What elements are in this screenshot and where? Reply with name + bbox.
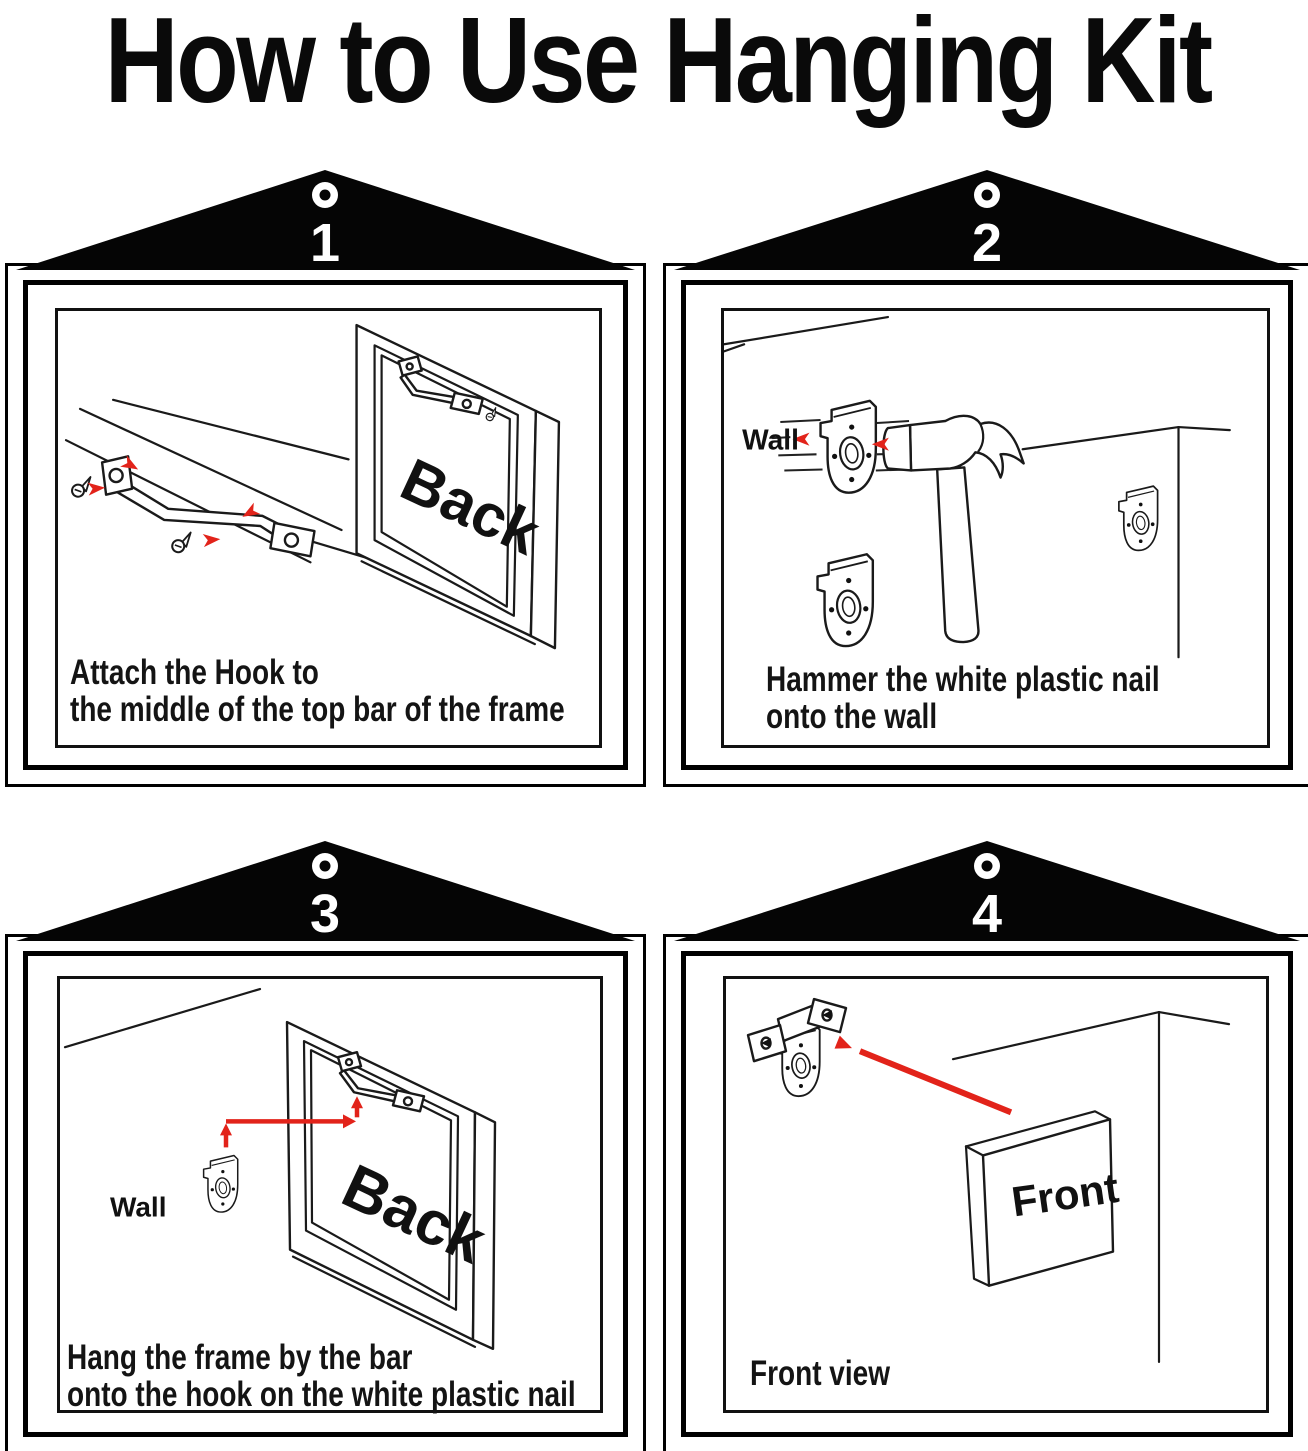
step-1-roof	[8, 163, 643, 273]
step-4-drawing	[723, 976, 1269, 1413]
step-2-inner-border	[681, 280, 1293, 770]
wall-label: Wall	[110, 1191, 167, 1223]
hook-assembly-icon	[748, 999, 846, 1096]
step-3-caption	[67, 1339, 576, 1413]
step-3-panel	[5, 884, 646, 1451]
caption-line: onto the hook on the white plastic nail	[67, 1375, 576, 1414]
step-3-drawing	[57, 976, 603, 1413]
caption-line: Attach the Hook to	[70, 653, 319, 692]
step-1-inner-border	[23, 280, 628, 770]
step-number: 2	[971, 213, 1003, 273]
step-2-roof	[666, 163, 1308, 273]
caption-line: Hang the frame by the bar	[67, 1338, 413, 1377]
wall-line	[65, 989, 260, 1047]
hammer-icon	[883, 416, 1023, 642]
wall-label: Wall	[742, 423, 799, 456]
caption-line: Hammer the white plastic nail	[766, 660, 1160, 699]
back-label: Back	[332, 1151, 496, 1277]
step-3-roof	[8, 834, 643, 944]
step-number: 1	[309, 213, 341, 273]
step-4-roof	[666, 834, 1308, 944]
screw-icon	[170, 533, 196, 555]
caption-line: onto the wall	[766, 697, 938, 736]
step-number: 4	[971, 884, 1003, 944]
front-label: Front	[1008, 1163, 1122, 1226]
step-1-caption	[70, 654, 565, 728]
caption-line: Front view	[750, 1354, 891, 1393]
step-1-drawing	[55, 308, 602, 748]
step-number: 3	[309, 884, 341, 944]
plastic-nail-icon	[1119, 486, 1158, 550]
caption-line: the middle of the top bar of the frame	[70, 690, 565, 729]
step-2-caption	[766, 661, 1160, 735]
step-2-drawing	[721, 308, 1270, 748]
plastic-nail-icon	[821, 401, 876, 493]
step-4-illustration	[726, 979, 1266, 1410]
red-arrow	[835, 1036, 1011, 1113]
red-arrow-icon	[88, 481, 106, 496]
step-4-inner-border	[681, 951, 1293, 1437]
step-4-panel	[663, 884, 1308, 1451]
page-title: How to Use Hanging Kit	[104, 0, 1211, 128]
step-1-panel	[5, 213, 646, 787]
plastic-nail-icon	[818, 554, 873, 646]
red-arrow-icon	[203, 533, 221, 548]
step-3-inner-border	[23, 951, 628, 1437]
plastic-nail-icon	[204, 1156, 238, 1213]
step-2-panel	[663, 213, 1308, 787]
step-4-caption	[750, 1355, 890, 1392]
back-label: Back	[391, 444, 551, 568]
